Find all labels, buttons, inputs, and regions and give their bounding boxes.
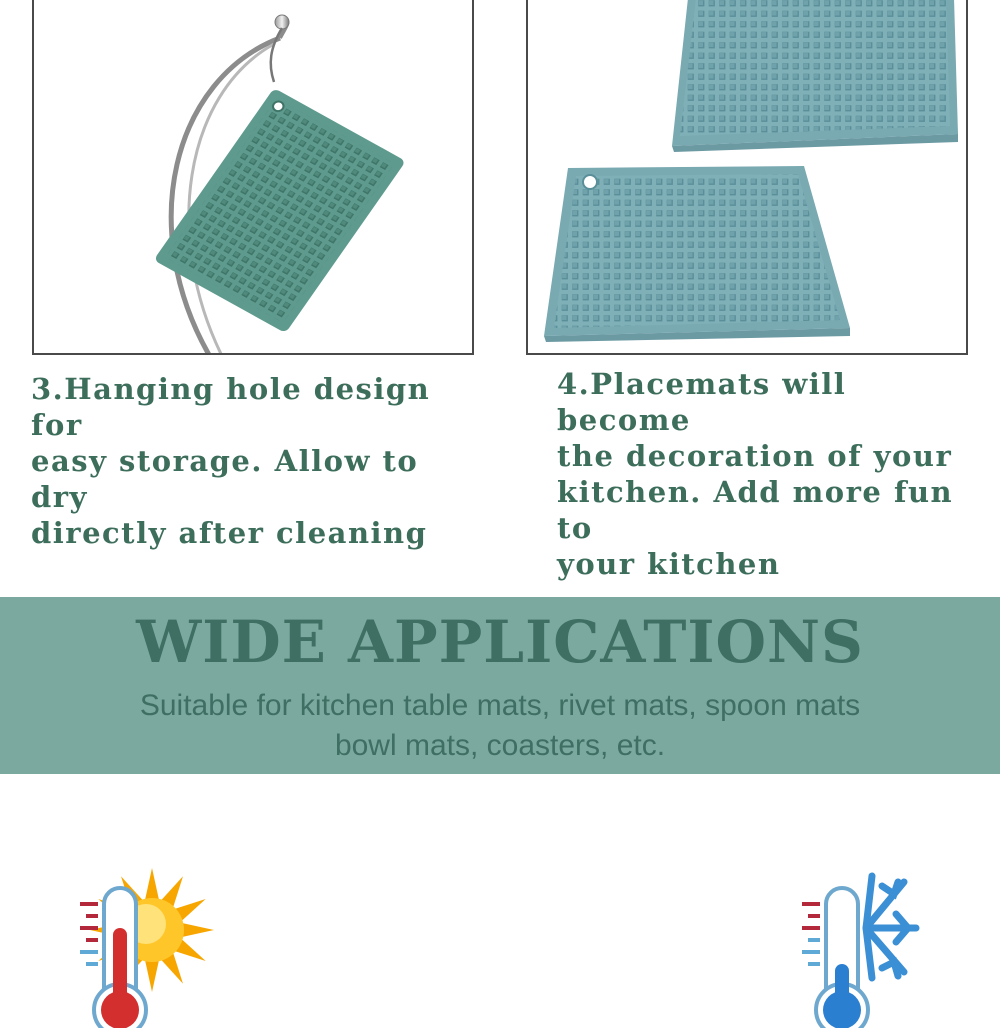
cold-thermometer-snowflake-icon: [796, 868, 936, 1028]
feature-3-caption: 3.Hanging hole design for easy storage. Allow to dry directly after cleaning: [31, 372, 431, 550]
banner-description-line-1: Suitable for kitchen table mats, rivet mats, spoon mats: [139, 689, 861, 722]
hot-thermometer-sun-icon: [74, 862, 224, 1028]
placemats-photo: [526, 0, 968, 355]
feature-4-caption: 4.Placemats will become the decoration of your kitchen. Add more fun to your kitchen: [557, 367, 954, 581]
banner-description-line-2: bowl mats, coasters, etc.: [334, 729, 666, 762]
hanging-mat-photo: [32, 0, 474, 355]
banner-title: WIDE APPLICATIONS: [136, 608, 864, 676]
